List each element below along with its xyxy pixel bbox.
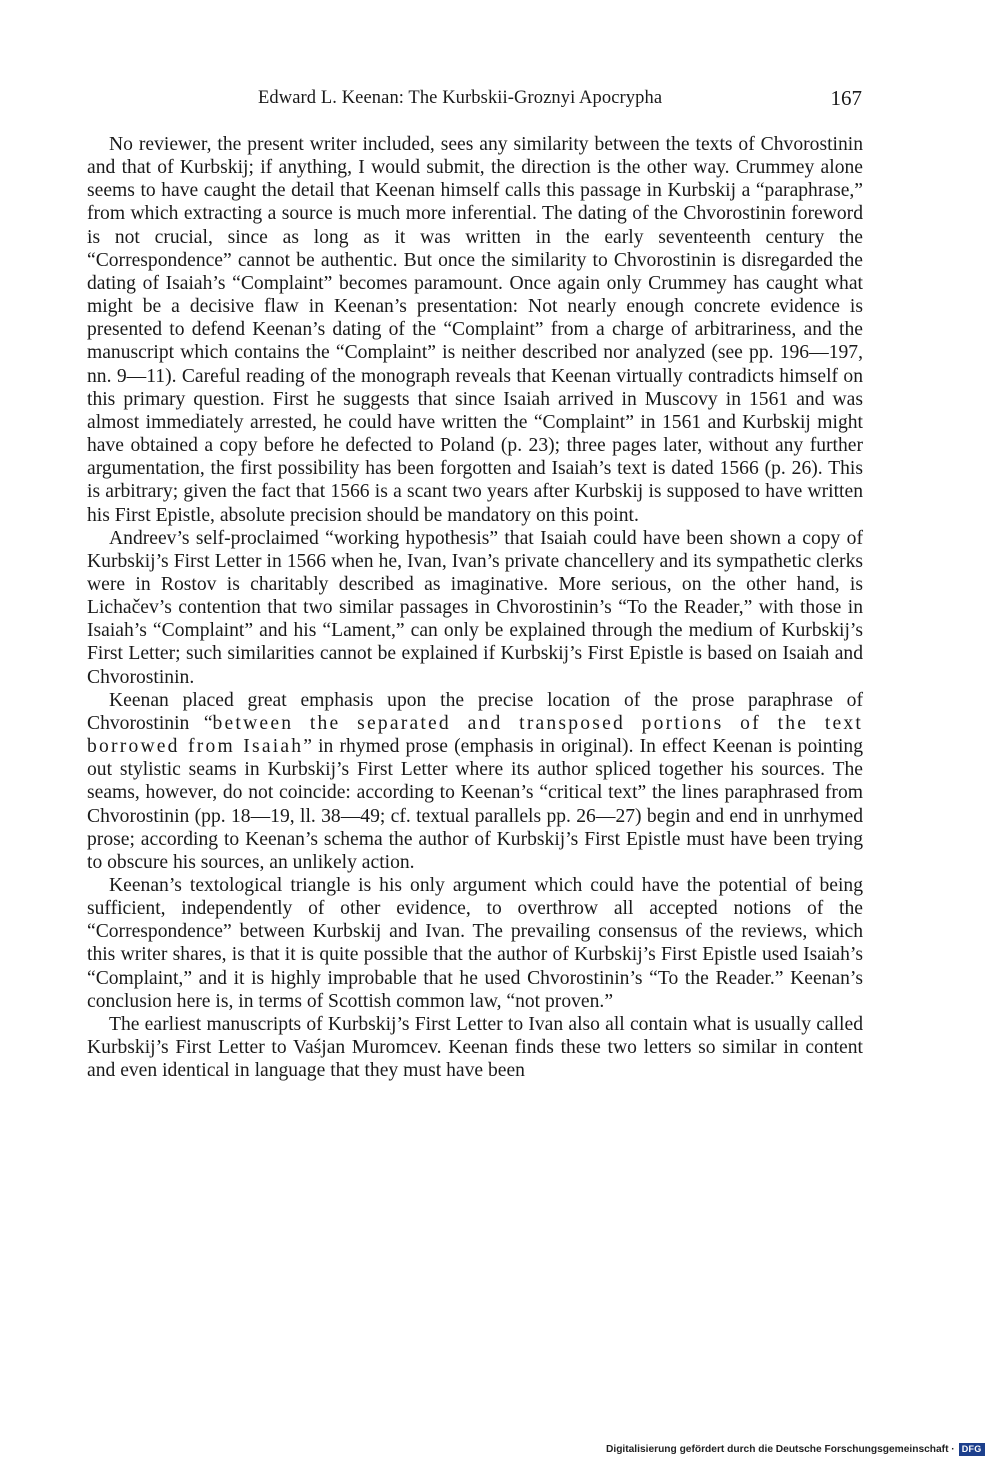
- paragraph-5: The earliest manuscripts of Kurbskij’s First Letter to Ivan also all contain what is usually called Kurbskij’s First Letter to Vaśjan Muromcev. Keenan finds these two letters so similar in content and even identical in language that they must have been: [87, 1013, 863, 1082]
- page-number: 167: [830, 86, 862, 110]
- running-title: Edward L. Keenan: The Kurbskii-Groznyi Apocrypha: [258, 88, 663, 108]
- digitization-note: Digitalisierung gefördert durch die Deutsche Forschungsgemeinschaft ·: [606, 1443, 955, 1455]
- paragraph-1: No reviewer, the present writer included, sees any similarity between the texts of Chvorostinin and that of Kurbskij; if anything, I would submit, the direction is the other way. Crummey alone seems to have caught the detail that Keenan himself calls this passage in Kurbskij a “paraphrase,” from which extracting a source is much more inferential. The dating of the Chvorostinin foreword is not crucial, since as long as it was written in the early seventeenth century the “Correspondence” cannot be authentic. But once the similarity to Chvorostinin is disregarded the dating of Isaiah’s “Complaint” becomes paramount. Once again only Crummey has caught what might be a decisive flaw in Keenan’s presentation: Not nearly enough concrete evidence is presented to defend Keenan’s dating of the “Complaint” from a charge of arbitrariness, and the manuscript which contains the “Complaint” is neither described nor analyzed (see pp. 196—197, nn. 9—11). Careful reading of the monograph reveals that Keenan virtually contradicts himself on this primary question. First he suggests that since Isaiah arrived in Muscovy in 1561 and was almost immediately arrested, he could have written the “Complaint” in 1561 and Kurbskij might have obtained a copy before he defected to Poland (p. 23); three pages later, without any further argumentation, the first possibility has been forgotten and Isaiah’s text is dated 1566 (p. 26). This is arbitrary; given the fact that 1566 is a scant two years after Kurbskij is supposed to have written his First Epistle, absolute precision should be mandatory on this point.: [87, 134, 863, 526]
- body-text: [87, 133, 863, 1082]
- paragraph-3-start: Keenan placed great emphasis upon the precise location of the prose paraphrase of Chvorostinin “: [87, 689, 863, 734]
- paragraph-4: Keenan’s textological triangle is his only argument which could have the potential of being sufficient, independently of other evidence, to overthrow all accepted notions of the “Correspondence” between Kurbskij and Ivan. The prevailing consensus of the reviews, which this writer shares, is that it is quite possible that the author of Kurbskij’s First Epistle used Isaiah’s “Complaint,” and it is highly improbable that he used Chvorostinin’s “To the Reader.” Keenan’s conclusion here is, in terms of Scottish common law, “not proven.”: [87, 875, 863, 1012]
- digitization-footer: [606, 1441, 985, 1457]
- paragraph-3-end: ” in rhymed prose (emphasis in original). In effect Keenan is pointing out stylistic seams in Kurbskij’s First Letter where its author spliced together his sources. The seams, however, do not coincide: according to Keenan’s “critical text” the lines paraphrased from Chvorostinin (pp. 18—19, ll. 38—49; cf. textual parallels pp. 26—27) begin and end in unrhymed prose; according to Keenan’s schema the author of Kurbskij’s First Epistle must have been trying to obscure his sources, an unlikely action.: [87, 736, 863, 873]
- paragraph-2: Andreev’s self-proclaimed “working hypothesis” that Isaiah could have been shown a copy of Kurbskij’s First Letter in 1566 when he, Ivan, Ivan’s private chancellery and its sympathetic clerks were in Rostov is charitably described as imaginative. More serious, on the other hand, is Lichačev’s contention that two similar passages in Chvorostinin’s “To the Reader,” with those in Isaiah’s “Complaint” and his “Lament,” can only be explained through the medium of Kurbskij’s First Letter; such similarities cannot be explained if Kurbskij’s First Epistle is based on Isaiah and Chvorostinin.: [87, 527, 863, 688]
- running-head: [88, 86, 862, 112]
- dfg-logo: DFG: [959, 1443, 985, 1456]
- paragraph-3-emphasis: between the separated and transposed portions of the text borrowed from Isaiah: [87, 712, 863, 758]
- paragraph-3: [87, 689, 863, 874]
